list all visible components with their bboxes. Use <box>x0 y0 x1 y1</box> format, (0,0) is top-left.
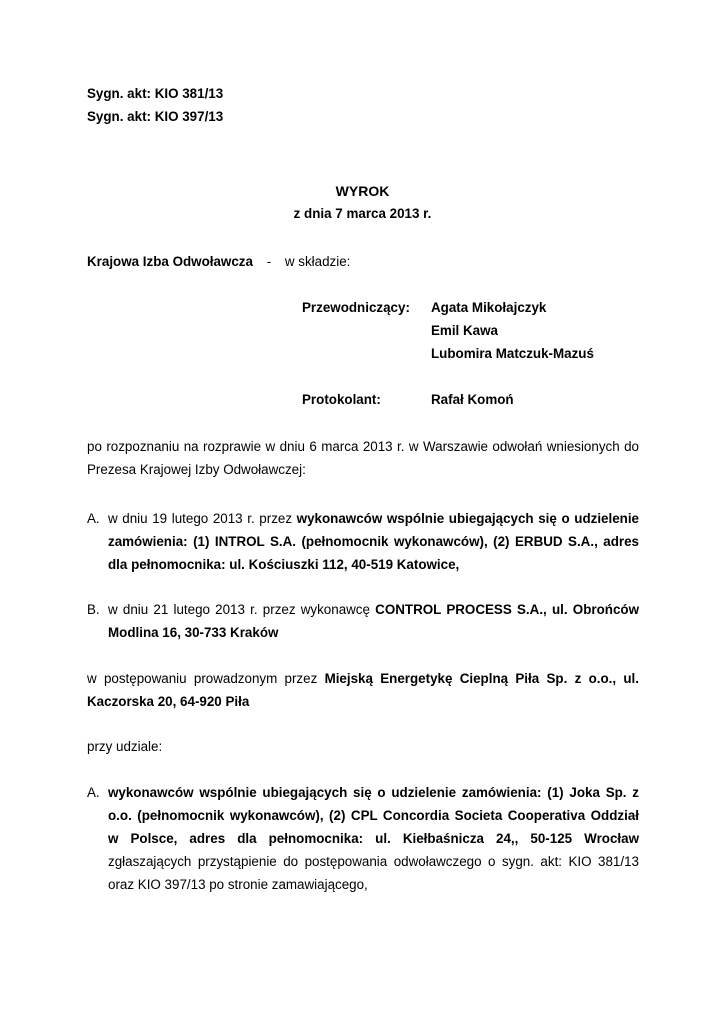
contracting-authority: Miejską Energetykę Cieplną Piła Sp. z o.o., ul. <box>324 671 639 686</box>
participant-a-line-3: w Polsce, adres dla pełnomocnika: ul. Kiełbaśnicza 24,, 50-125 Wrocław <box>108 831 639 846</box>
participant-a-line-1: wykonawców wspólnie ubiegających się o udzielenie zamówienia: (1) Joka Sp. z <box>108 785 639 800</box>
separator-dash: - <box>266 254 272 269</box>
chair-label: Przewodniczący: <box>302 300 410 315</box>
member-2: Emil Kawa <box>431 323 498 338</box>
appeal-b-line-2: Modlina 16, 30-733 Kraków <box>108 625 279 640</box>
recorder-label: Protokolant: <box>302 392 381 407</box>
proceedings-text: w postępowaniu prowadzonym przez <box>87 671 325 686</box>
participant-a <box>87 781 639 896</box>
member-3: Lubomira Matczuk-Mazuś <box>431 346 594 361</box>
intro-line-1: po rozpoznaniu na rozprawie w dniu 6 marca 2013 r. w Warszawie odwołań wniesionych do <box>87 439 639 454</box>
appeal-a-line-3: dla pełnomocnika: ul. Kościuszki 112, 40-519 Katowice, <box>108 557 460 572</box>
appeal-a-label: A. <box>87 511 100 526</box>
appeal-a-line-1 <box>108 507 639 530</box>
participant-a-label: A. <box>87 785 100 800</box>
judgment-date: z dnia 7 marca 2013 r. <box>293 206 432 221</box>
proceedings-paragraph <box>87 667 639 713</box>
appeal-b-party: CONTROL PROCESS S.A., ul. Obrońców <box>375 602 639 617</box>
case-number-2: Sygn. akt: KIO 397/13 <box>87 109 224 124</box>
appeal-b-label: B. <box>87 602 100 617</box>
proceedings-line-2: Kaczorska 20, 64-920 Piła <box>87 694 250 709</box>
appeal-a-date-text: w dniu 19 lutego 2013 r. przez <box>108 511 297 526</box>
appeal-a <box>87 507 639 576</box>
case-number-1: Sygn. akt: KIO 381/13 <box>87 86 224 101</box>
participant-a-line-5: oraz KIO 397/13 po stronie zamawiającego, <box>108 877 368 892</box>
appeal-b <box>87 598 639 644</box>
participant-a-line-4: zgłaszających przystąpienie do postępowania odwoławczego o sygn. akt: KIO 381/13 <box>108 854 639 869</box>
intro-line-2: Prezesa Krajowej Izby Odwoławczej: <box>87 462 306 477</box>
recorder-name: Rafał Komoń <box>431 392 514 407</box>
composition-line <box>87 254 350 270</box>
appeal-a-line-2: zamówienia: (1) INTROL S.A. (pełnomocnik wykonawców), (2) ERBUD S.A., adres <box>108 534 639 549</box>
intro-paragraph <box>87 435 639 481</box>
appeal-b-date-text: w dniu 21 lutego 2013 r. przez wykonawcę <box>108 602 376 617</box>
appeal-b-line-1 <box>108 598 639 621</box>
document-title: WYROK <box>335 183 390 199</box>
participation-intro: przy udziale: <box>87 739 163 754</box>
chair-member: Agata Mikołajczyk <box>431 300 547 315</box>
participant-a-line-2: o.o. (pełnomocnik wykonawców), (2) CPL Concordia Societa Cooperativa Oddział <box>108 808 639 823</box>
appeal-a-party: wykonawców wspólnie ubiegających się o udzielenie <box>296 511 639 526</box>
composition-label: w składzie: <box>284 254 351 269</box>
proceedings-line-1 <box>87 667 639 690</box>
chamber-name: Krajowa Izba Odwoławcza <box>87 254 253 269</box>
